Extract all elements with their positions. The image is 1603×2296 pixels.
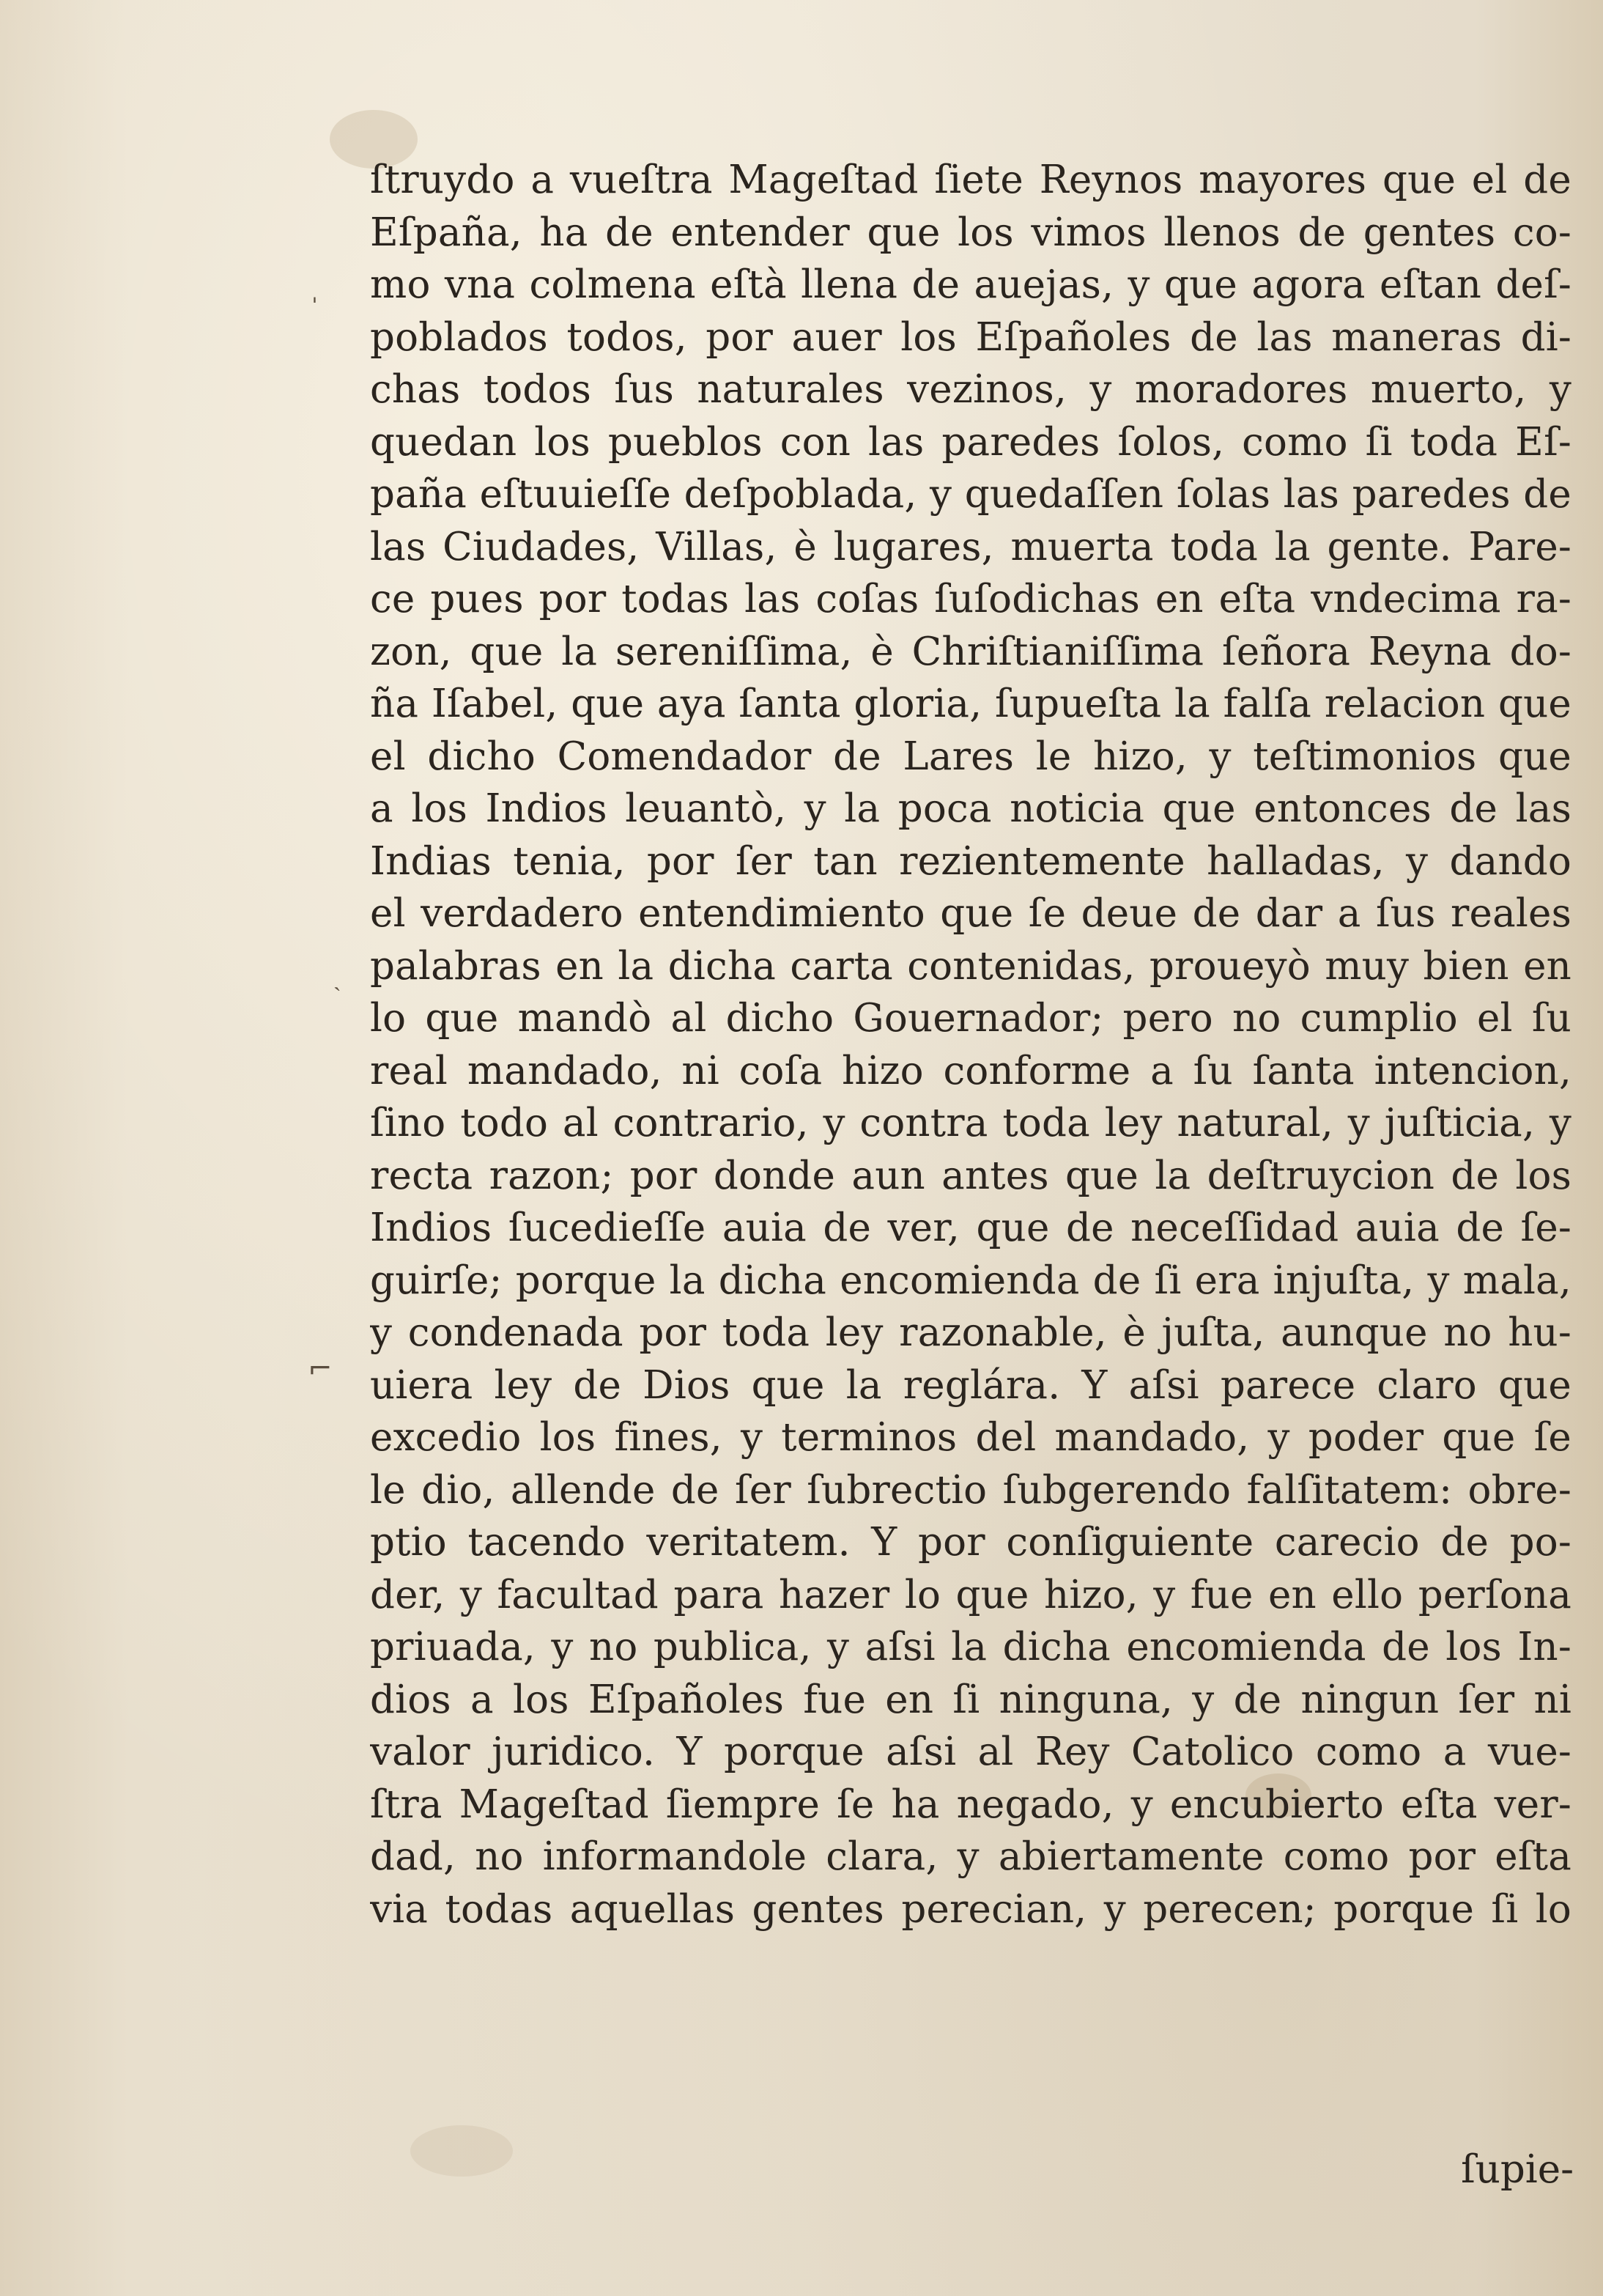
- text-line: le dio, allende de ſer ſubrectio ſubgerendo falſitatem: obre-: [370, 1467, 1571, 1513]
- text-line: der, y facultad para hazer lo que hizo, y fue en ello perſona: [370, 1572, 1571, 1617]
- text-line: y condenada por toda ley razonable, è juſta, aunque no hu-: [370, 1310, 1571, 1355]
- text-line: real mandado, ni coſa hizo conforme a ſu ſanta intencion,: [370, 1048, 1571, 1093]
- text-line: el verdadero entendimiento que ſe deue de dar a ſus reales: [370, 891, 1571, 936]
- text-line: a los Indios leuantò, y la poca noticia que entonces de las: [370, 786, 1571, 831]
- text-line: mo vna colmena eſtà llena de auejas, y que agora eſtan deſ-: [370, 262, 1571, 307]
- text-line: ña Iſabel, que aya ſanta gloria, ſupueſta la falſa relacion que: [370, 682, 1571, 726]
- body-text: [370, 154, 1571, 1935]
- text-line: Indios ſucedieſſe auia de ver, que de neceſſidad auia de ſe-: [370, 1206, 1571, 1250]
- text-line: las Ciudades, Villas, è lugares, muerta toda la gente. Pare-: [370, 524, 1571, 569]
- margin-tick-mark: ˈ: [311, 293, 318, 321]
- text-line: ſtra Mageſtad ſiempre ſe ha negado, y encubierto eſta ver-: [370, 1782, 1571, 1827]
- text-line: lo que mandò al dicho Gouernador; pero no cumplio el ſu: [370, 996, 1571, 1041]
- text-line: chas todos ſus naturales vezinos, y moradores muerto, y: [370, 367, 1571, 412]
- text-line: Indias tenia, por ſer tan rezientemente halladas, y dando: [370, 838, 1571, 884]
- text-line: poblados todos, por auer los Eſpañoles de las maneras di-: [370, 314, 1571, 360]
- text-line: excedio los fines, y terminos del mandado, y poder que ſe: [370, 1415, 1571, 1460]
- margin-pen-stroke: ⌐: [308, 1352, 333, 1386]
- text-line: valor juridico. Y porque aſsi al Rey Catolico como a vue-: [370, 1730, 1571, 1774]
- text-line: ſtruydo a vueſtra Mageſtad ſiete Reynos mayores que el de: [370, 158, 1571, 202]
- text-line: recta razon; por donde aun antes que la deſtruycion de los: [370, 1153, 1571, 1198]
- text-line: guirſe; porque la dicha encomienda de ſi era injuſta, y mala,: [370, 1258, 1571, 1303]
- text-line: paña eſtuuieſſe deſpoblada, y quedaſſen ſolas las paredes de: [370, 472, 1571, 517]
- catchword: ſupie-: [1461, 2147, 1574, 2192]
- text-line: palabras en la dicha carta contenidas, proueyò muy bien en: [370, 943, 1571, 989]
- paper-stain: [410, 2125, 513, 2177]
- text-line: zon, que la sereniſſima, è Chriſtianiſſima ſeñora Reyna do-: [370, 629, 1571, 674]
- text-line: dios a los Eſpañoles fue en ſi ninguna, y de ningun ſer ni: [370, 1677, 1571, 1722]
- text-line: ptio tacendo veritatem. Y por conſiguiente carecio de po-: [370, 1520, 1571, 1565]
- text-line: priuada, y no publica, y aſsi la dicha encomienda de los In-: [370, 1625, 1571, 1669]
- text-line: Eſpaña, ha de entender que los vimos llenos de gentes co-: [370, 210, 1571, 255]
- text-line: ce pues por todas las coſas ſuſodichas en eſta vndecima ra-: [370, 577, 1571, 621]
- margin-ink-mark: ˏ: [333, 964, 341, 992]
- text-line: via todas aquellas gentes perecian, y perecen; porque ſi lo: [370, 1886, 1571, 1932]
- text-line: quedan los pueblos con las paredes ſolos, como ſi toda Eſ-: [370, 419, 1571, 465]
- text-line: ſino todo al contrario, y contra toda ley natural, y juſticia, y: [370, 1101, 1571, 1145]
- text-line: uiera ley de Dios que la reglára. Y aſsi parece claro que: [370, 1362, 1571, 1408]
- text-line: el dicho Comendador de Lares le hizo, y teſtimonios que: [370, 734, 1571, 779]
- text-line: dad, no informandole clara, y abiertamente como por eſta: [370, 1834, 1571, 1879]
